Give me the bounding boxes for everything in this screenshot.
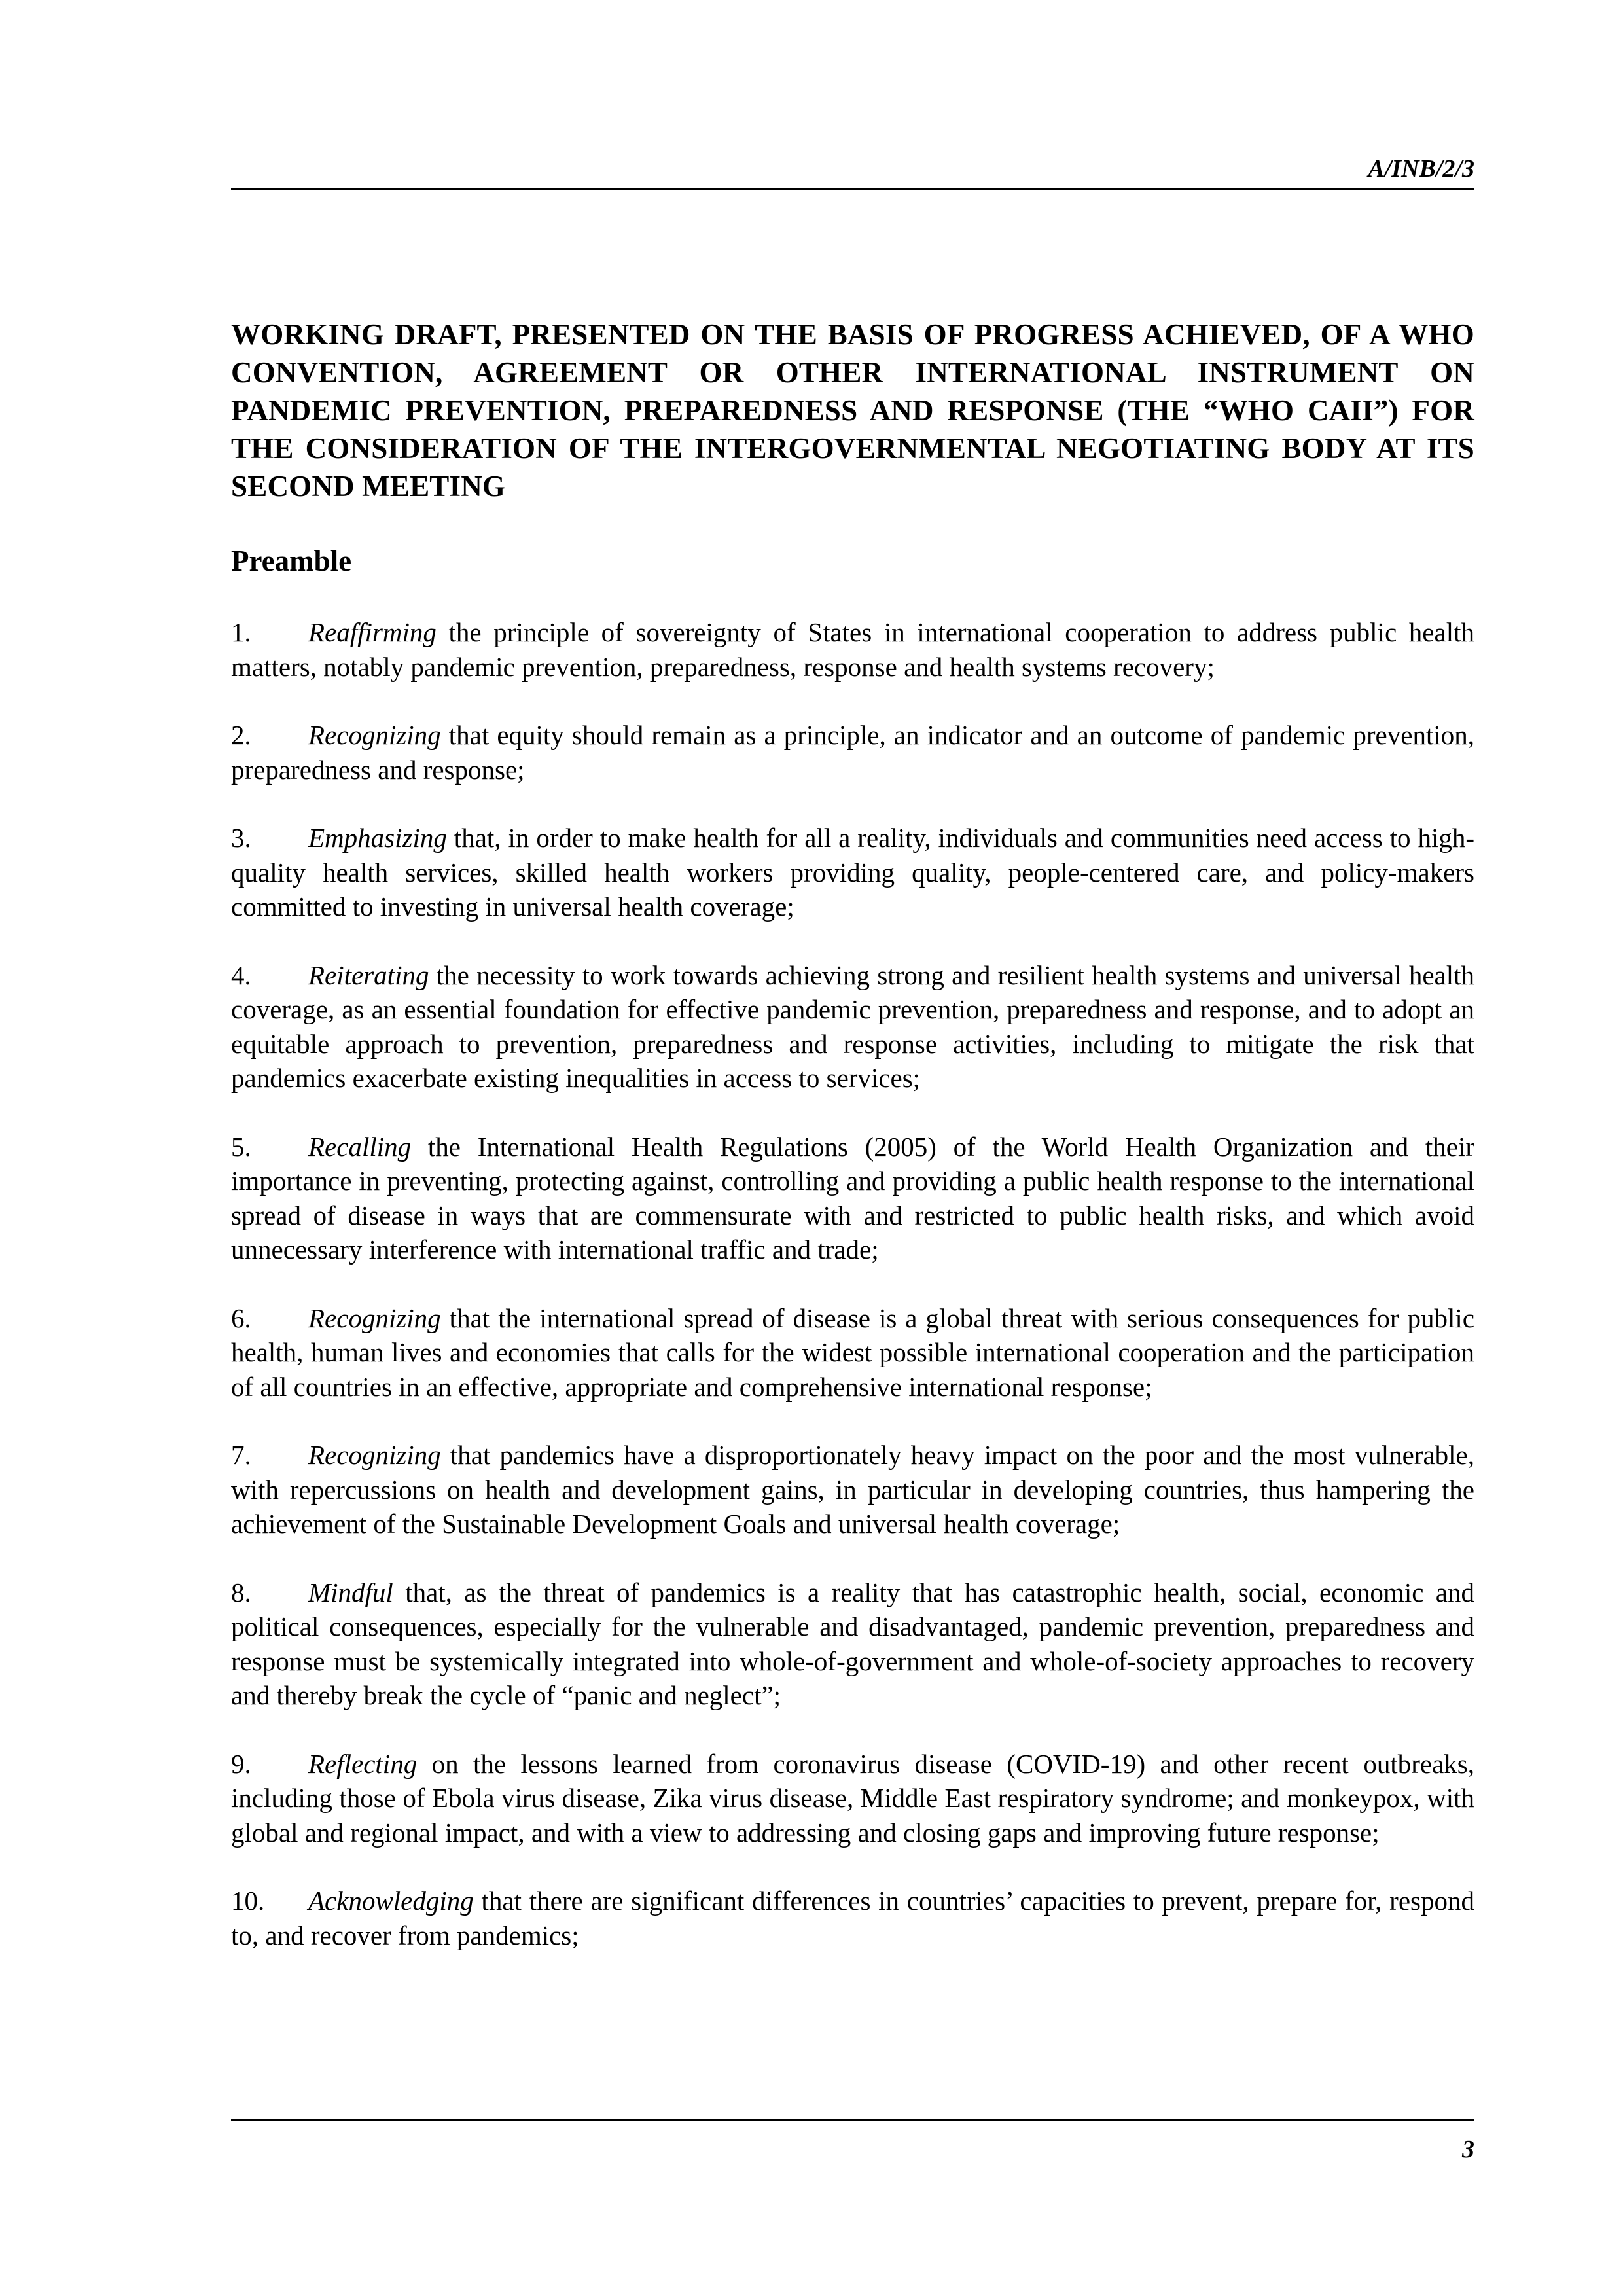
paragraph-lead-word: Acknowledging bbox=[308, 1886, 474, 1916]
paragraph-text: that equity should remain as a principle, an indicator and an outcome of pandemic prevention, preparedness and response; bbox=[231, 720, 1474, 785]
preamble-paragraph bbox=[231, 1884, 1474, 1952]
paragraph-text: that the international spread of disease is a global threat with serious consequences for public health, human lives and economies that calls for the widest possible international cooperation and the participation of all countries in an effective, appropriate and comprehensive international response; bbox=[231, 1302, 1474, 1402]
paragraph-lead-word: Recognizing bbox=[308, 1440, 441, 1470]
page-number: 3 bbox=[1462, 2136, 1474, 2163]
paragraph-lead-word: Reaffirming bbox=[308, 617, 437, 647]
preamble-paragraph bbox=[231, 821, 1474, 924]
paragraph-text: on the lessons learned from coronavirus disease (COVID-19) and other recent outbreaks, including those of Ebola virus disease, Zika virus disease, Middle East respiratory syndrome; and monkeypox, with global and regional impact, and with a view to addressing and closing gaps and improving future response; bbox=[231, 1748, 1474, 1848]
preamble-paragraph bbox=[231, 1130, 1474, 1267]
paragraph-number: 1. bbox=[231, 617, 251, 647]
preamble-paragraph bbox=[231, 1747, 1474, 1850]
preamble-paragraph bbox=[231, 1301, 1474, 1405]
paragraph-text: the necessity to work towards achieving strong and resilient health systems and universal health coverage, as an essential foundation for effective pandemic prevention, preparedness and response, and to adopt an equitable approach to prevention, preparedness and response activities, including to mitigate the risk that pandemics exacerbate existing inequalities in access to services; bbox=[231, 960, 1474, 1093]
paragraph-lead-word: Recognizing bbox=[308, 1302, 441, 1333]
paragraph-number: 8. bbox=[231, 1577, 251, 1607]
paragraph-text: that, as the threat of pandemics is a reality that has catastrophic health, social, economic and political consequences, especially for the vulnerable and disadvantaged, pandemic prevention, preparedness and response must be systemically integrated into whole-of-government and whole-of-society approaches to recovery and thereby break the cycle of “panic and neglect”; bbox=[231, 1577, 1474, 1710]
paragraph-text: the principle of sovereignty of States in international cooperation to address public health matters, notably pandemic prevention, preparedness, response and health systems recovery; bbox=[231, 617, 1474, 682]
preamble-paragraph bbox=[231, 1438, 1474, 1541]
section-heading: Preamble bbox=[231, 545, 352, 577]
footer-rule bbox=[231, 2119, 1474, 2121]
document-symbol: A/INB/2/3 bbox=[1368, 155, 1474, 183]
paragraph-number: 2. bbox=[231, 720, 251, 750]
paragraph-number: 4. bbox=[231, 960, 251, 990]
paragraph-lead-word: Reflecting bbox=[308, 1748, 418, 1779]
paragraph-lead-word: Mindful bbox=[308, 1577, 393, 1607]
paragraph-lead-word: Recognizing bbox=[308, 720, 441, 750]
header-rule bbox=[231, 188, 1474, 190]
paragraph-number: 10. bbox=[231, 1886, 265, 1916]
document-page bbox=[231, 0, 1474, 2296]
paragraph-text: that pandemics have a disproportionately heavy impact on the poor and the most vulnerable, with repercussions on health and development gains, in particular in developing countries, thus hampering the achievement of the Sustainable Development Goals and universal health coverage; bbox=[231, 1440, 1474, 1539]
preamble-paragraph bbox=[231, 1575, 1474, 1713]
paragraph-lead-word: Emphasizing bbox=[308, 823, 447, 853]
preamble-paragraph bbox=[231, 718, 1474, 787]
paragraph-number: 9. bbox=[231, 1748, 251, 1779]
paragraph-text: the International Health Regulations (2005) of the World Health Organization and their importance in preventing, protecting against, controlling and providing a public health response to the international spread of disease in ways that are commensurate with and restricted to public health risks, and which avoid unnecessary interference with international traffic and trade; bbox=[231, 1131, 1474, 1265]
paragraph-text: that, in order to make health for all a reality, individuals and communities need access to high-quality health services, skilled health workers providing quality, people-centered care, and policy-makers committed to investing in universal health coverage; bbox=[231, 823, 1474, 922]
preamble-paragraph bbox=[231, 958, 1474, 1096]
paragraph-number: 6. bbox=[231, 1302, 251, 1333]
paragraph-number: 5. bbox=[231, 1131, 251, 1162]
paragraph-lead-word: Recalling bbox=[308, 1131, 412, 1162]
paragraph-number: 7. bbox=[231, 1440, 251, 1470]
paragraph-number: 3. bbox=[231, 823, 251, 853]
preamble-paragraph bbox=[231, 615, 1474, 684]
paragraph-text: that there are significant differences in countries’ capacities to prevent, prepare for, respond to, and recover from pandemics; bbox=[231, 1886, 1474, 1950]
preamble-paragraphs bbox=[231, 615, 1474, 1986]
paragraph-lead-word: Reiterating bbox=[308, 960, 429, 990]
document-title: WORKING DRAFT, PRESENTED ON THE BASIS OF PROGRESS ACHIEVED, OF A WHO CONVENTION, AGREEMENT OR OTHER INTERNATIONAL INSTRUMENT ON PANDEMIC PREVENTION, PREPAREDNESS AND RESPONSE (THE “WHO CAII”) FOR THE CONSIDERATION OF THE INTERGOVERNMENTAL NEGOTIATING BODY AT ITS SECOND MEETING bbox=[231, 318, 1474, 503]
